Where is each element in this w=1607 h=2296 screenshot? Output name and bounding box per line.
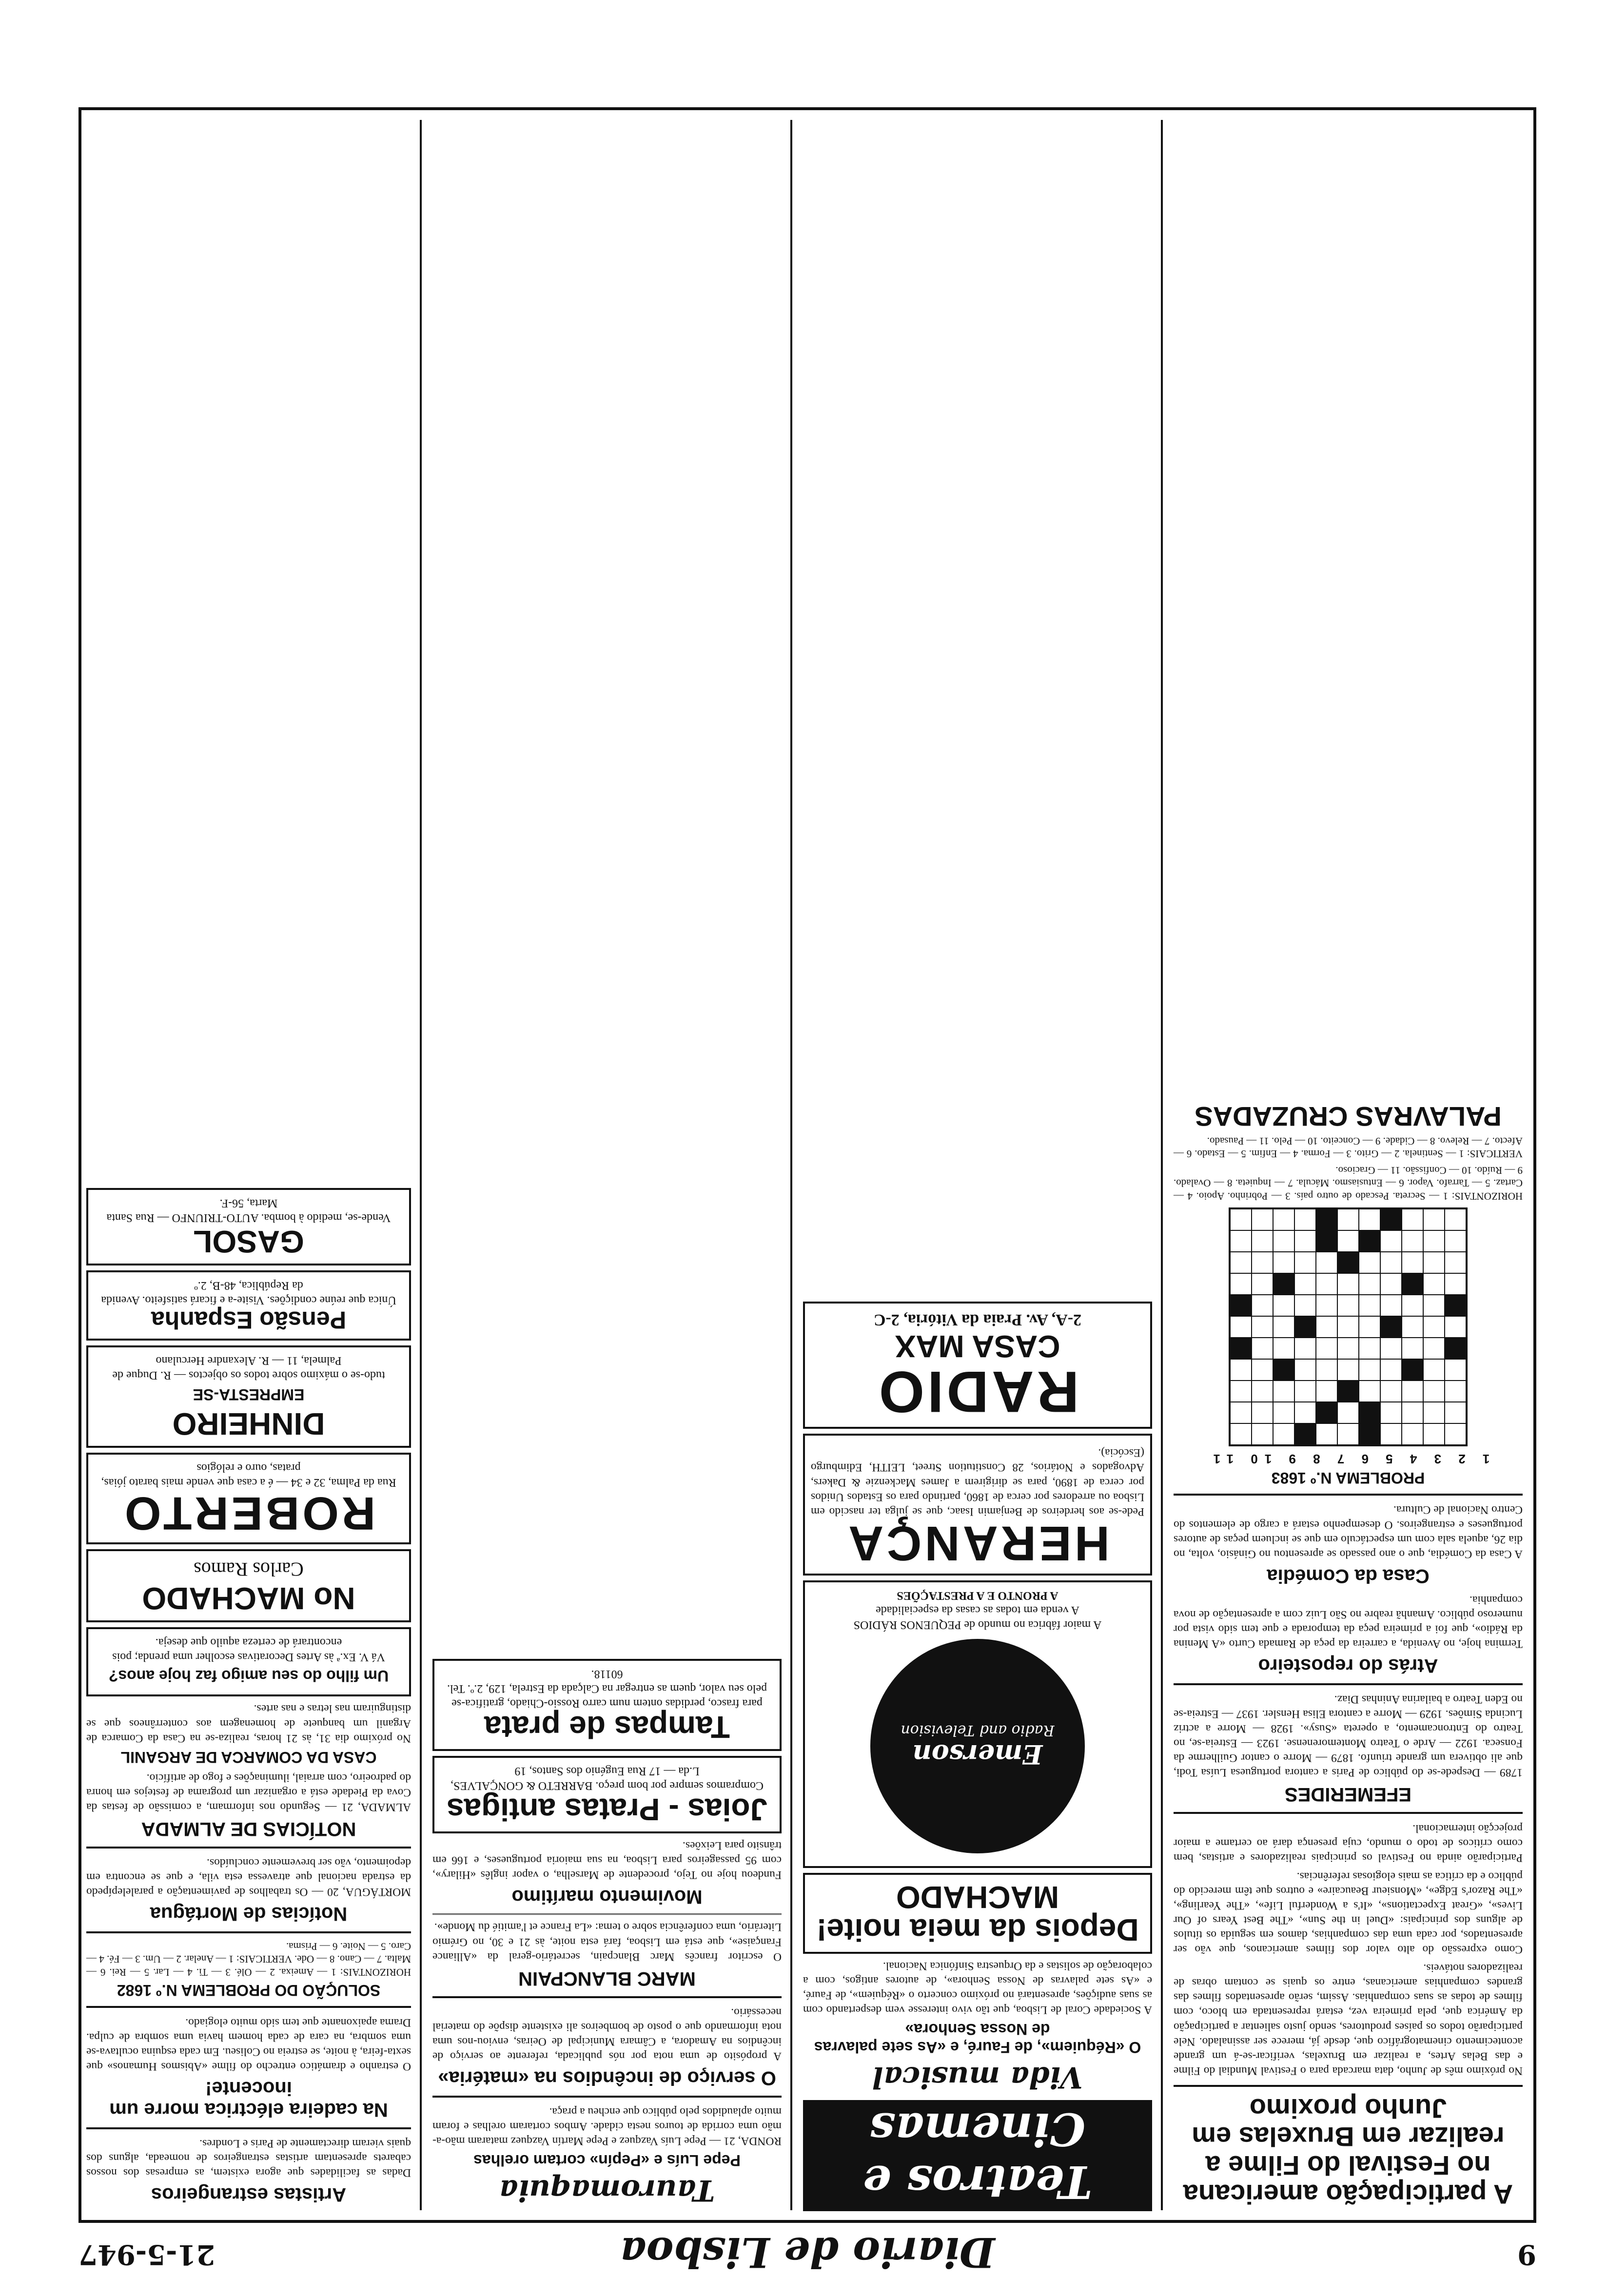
article-paragraph: Dadas as facilidades que agora existem, as empresas dos nossos cabarets apresentam artistas estrangeiros de nomeada, alguns dos quais vieram directamente de Paris e Londres. (86, 2137, 411, 2179)
ad-roberto (86, 1453, 411, 1544)
article-title-blancpain: MARC BLANCPAIN (518, 1967, 696, 1989)
crossword-cell (1337, 1295, 1359, 1316)
divider (86, 1931, 411, 1933)
ad-heranca (803, 1434, 1152, 1575)
article-title-incendios: O serviço de incêndios na «matéria» (438, 2067, 776, 2089)
crossword-cell (1337, 1252, 1359, 1273)
crossword-cell (1316, 1295, 1337, 1316)
ad-empresta: EMPRESTA-SE (193, 1386, 305, 1404)
ad-radio-address: 2-A, Av. Praia da Vitória, 2-C (873, 1311, 1082, 1329)
crossword-cell (1294, 1402, 1316, 1423)
divider (432, 1996, 782, 1998)
crossword-cell (1337, 1359, 1359, 1381)
crossword-cell (1273, 1402, 1294, 1423)
crossword-cell (1380, 1295, 1402, 1316)
article-paragraph: 1789 — Despede-se do público de Paris a cantora portuguesa Luísa Todi, que ali obtivera um grande triunfo. 1879 — Morre o cantor Guilherme da Fonseca. 1922 — Arde o Teatro Montemorenense. 1923 — Estreia-se, no Teatro do Entroncamento, a opereta «Susy». 1928 — Morre a actriz Lucinda Simões. 1929 — Morre a cantora Elisa Hensler. 1937 — Estreia-se no Eden Teatro a bailarina Aninhas Diaz. (1174, 1693, 1523, 1779)
emerson-logo-text: Emerson (912, 1739, 1043, 1771)
crossword-cell (1445, 1209, 1466, 1230)
crossword-cell (1359, 1209, 1380, 1230)
crossword-cell (1252, 1381, 1273, 1402)
crossword-cell (1273, 1338, 1294, 1359)
section-title-vida-musical: Vida musical (872, 2060, 1083, 2094)
divider (1174, 1683, 1523, 1685)
article-paragraph: O escritor francês Marc Blancpain, secretário-geral da «Alliance Française», que está em Lisboa, fará esta noite, às 21 e 30, no Grémio Literário, uma conferência sobre o tema: «La France et l'amitié du Monde». (432, 1921, 782, 1963)
crossword-cell (1337, 1209, 1359, 1230)
crossword-cell (1402, 1316, 1423, 1338)
crossword-solution-title: SOLUÇÃO DO PROBLEMA N.º 1682 (117, 1982, 381, 2000)
crossword-cell (1252, 1423, 1273, 1445)
article-paragraph: Como expressão do alto valor dos filmes americanos, que vão ser apresentados, por cada uma das companhias, damos em seguida os títulos de alguns dos principais: «Duel in the Sun», «The Best Years of Our Lives», «Great Expectations», «It's a Wonderful Life», «The Yearling», «The Razor's Edge», «Monsieur Beaucaire» e outros que têm merecido do público e da crítica as mais elogiosas referências. (1174, 1869, 1523, 1956)
crossword-cell (1380, 1359, 1402, 1381)
crossword-cell (1252, 1338, 1273, 1359)
crossword-cell (1445, 1359, 1466, 1381)
crossword-cell (1273, 1230, 1294, 1252)
ad-roberto-text: Rua da Palma, 32 e 34 — é a casa que vende mais barato jóias, pratas, ouro e relógios (101, 1461, 396, 1489)
crossword-cell (1402, 1252, 1423, 1273)
ad-dinheiro (86, 1345, 411, 1448)
divider (86, 2127, 411, 2129)
ad-ramos: Carlos Ramos (194, 1558, 304, 1581)
crossword-cell (1445, 1252, 1466, 1273)
masthead (78, 2228, 1536, 2277)
ad-filho-text: Vá V. Ex.ª às Artes Decorativas escolher uma prenda; pois encontrará de certeza aquilo que deseja. (112, 1635, 385, 1663)
ad-text: A venda em todas as casas da especialidade (876, 1603, 1079, 1616)
divider (1174, 1494, 1523, 1496)
crossword-cell (1380, 1423, 1402, 1445)
crossword-cell (1380, 1209, 1402, 1230)
crossword-cell (1337, 1381, 1359, 1402)
crossword-cell (1273, 1295, 1294, 1316)
ad-text: A PRONTO E A PRESTAÇÕES (897, 1589, 1058, 1602)
ad-gasol-text: Vende-se, medido à bomba. AUTO-TRIUNFO — Rua Santa Marta, 56-F. (106, 1196, 391, 1224)
crossword-cell (1445, 1381, 1466, 1402)
ad-joias-title: Joias - Pratas antigas (446, 1792, 768, 1828)
crossword-cell (1423, 1252, 1445, 1273)
ad-casamax-title: CASA MAX (895, 1329, 1060, 1364)
crossword-cell (1337, 1338, 1359, 1359)
ad-dinheiro-title: DINHEIRO (172, 1406, 325, 1442)
ad-heranca-text: Pede-se aos herdeiros de Benjamin Isaac, que se julga ter nascido em Lisboa ou arredores por cerca de 1860, partindo para os Estados Unidos por cerca de 1890, para se dirigirem a James Mackenzie & Dakers, Advogados e Notários, 28 Constitution Street, LEITH, Edimburgo (Escócia). (811, 1446, 1144, 1518)
article-title-maritimo: Movimento marítimo (511, 1886, 703, 1908)
crossword-cell (1252, 1230, 1273, 1252)
crossword-cell (1230, 1359, 1252, 1381)
article-paragraph: Fundeou hoje no Tejo, procedente de Marselha, o vapor inglês «Hilary», com 95 passageiros para Lisboa, na sua maioria portugueses, e 166 em trânsito para Leixões. (432, 1839, 782, 1882)
crossword-cell (1316, 1209, 1337, 1230)
ad-machado-title: No MACHADO (142, 1580, 355, 1616)
ad-pensao-text: Única que reúne condições. Visite-a e ficará satisfeito. Avenida da República, 48-B, 2.º (101, 1279, 396, 1306)
crossword-cell (1294, 1423, 1316, 1445)
crossword-cell (1337, 1423, 1359, 1445)
crossword-cell (1294, 1230, 1316, 1252)
section-title-reposteiro: Atrás do reposteiro (1258, 1655, 1438, 1677)
crossword-cell (1294, 1338, 1316, 1359)
ad-pensao-title: Pensão Espanha (151, 1306, 347, 1334)
crossword-cell (1402, 1295, 1423, 1316)
crossword-cell (1423, 1423, 1445, 1445)
crossword-cell (1252, 1295, 1273, 1316)
crossword-cell (1359, 1273, 1380, 1295)
crossword-cell (1359, 1230, 1380, 1252)
ad-dinheiro-text: tudo-se o máximo sobre todos os objectos — R. Duque de Palmela, 11 — R. Alexandre Herculano (112, 1354, 385, 1382)
crossword-cell (1359, 1381, 1380, 1402)
crossword-cell (1273, 1316, 1294, 1338)
ad-radio (803, 1302, 1152, 1429)
column-1 (1163, 110, 1533, 2220)
crossword-cell (1445, 1423, 1466, 1445)
crossword-cell (1316, 1273, 1337, 1295)
ad-machado-title: Depois da meia noite! MACHADO (816, 1879, 1139, 1948)
crossword-cell (1359, 1316, 1380, 1338)
crossword-cell (1273, 1359, 1294, 1381)
crossword-cell (1337, 1230, 1359, 1252)
crossword-cell (1273, 1252, 1294, 1273)
ad-emerson (803, 1580, 1152, 1868)
page-frame (78, 107, 1536, 2223)
crossword-cell (1380, 1381, 1402, 1402)
crossword-cell (1230, 1316, 1252, 1338)
crossword-cell (1402, 1273, 1423, 1295)
crossword-cell (1316, 1316, 1337, 1338)
crossword-cell (1359, 1295, 1380, 1316)
article-title-almada: NOTÍCIAS DE ALMADA (141, 1818, 356, 1840)
issue-date: 21-5-947 (78, 2238, 216, 2271)
article-paragraph: Participarão ainda no Festival os principais realizadores e artistas, bem como críticos de todo o mundo, cuja presença dará ao certame a maior projecção internacional. (1174, 1822, 1523, 1864)
ad-pensao (86, 1270, 411, 1341)
ad-tampas-text: para frasco, perdidas ontem num carro Rossio-Chiado, gratifica-se pelo seu valor, quem as entregar na Calçada da Estrela, 129, 2.º. Tel. 60118. (447, 1667, 767, 1710)
crossword-clues-vertical: VERTICAIS: 1 — Sentinela. 2 — Grito. 3 — Forma. 4 — Enfim. 5 — Estado. 6 — Afecto. 7 — Relevo. 8 — Cidade. 9 — Conceito. 10 — Pelo. 11 — Pausado. (1174, 1135, 1523, 1160)
crossword-cell (1273, 1209, 1294, 1230)
crossword-cell (1230, 1423, 1252, 1445)
crossword-grid (1229, 1207, 1468, 1446)
crossword-cell (1294, 1295, 1316, 1316)
article-title-pepe: Pepe Luís e «Pepín» cortam orelhas (473, 2152, 741, 2169)
ad-filho-title: Um filho do seu amigo faz hoje anos? (108, 1667, 389, 1685)
crossword-cell (1316, 1252, 1337, 1273)
newspaper-title: Diario de Lisboa (620, 2228, 995, 2277)
article-paragraph: No próximo dia 31, às 21 horas, realiza-se na Casa da Comarca de Arganil um banquete de homenagem aos conterrâneos que se distinguiram nas letras e nas artes. (86, 1702, 411, 1745)
ad-joias (432, 1756, 782, 1833)
crossword-cell (1402, 1359, 1423, 1381)
article-paragraph: O estranho e dramático entrecho do filme «Abismos Humanos» que sexta-feira, à noite, se estreia no Coliseu. Em cada esquina ocultava-se uma sombra, na cara de cada homem havia uma sombra de culpa. Drama apaixonante que tem sido muito elogiado. (86, 2016, 411, 2073)
ad-text: A maior fábrica no mundo de PEQUENOS RÁDIOS (853, 1618, 1102, 1631)
crossword-solution: HORIZONTAIS: 1 — Ameixa. 2 — Olé. 3 — Ti. 4 — Lar. 5 — Rei. 6 — Malta. 7 — Cano. 8 — Ode. VERTICAIS: 1 — Anelar. 2 — Um. 3 — Fé. 4 — Caro. 5 — Noite. 6 — Prisma. (86, 1941, 411, 1978)
section-title-comedia: Casa da Comédia (1267, 1565, 1430, 1587)
column-2 (792, 110, 1163, 2220)
crossword-cell (1359, 1402, 1380, 1423)
crossword-cell (1230, 1230, 1252, 1252)
ad-gasol-title: GASOL (193, 1224, 304, 1259)
column-3 (422, 110, 792, 2220)
crossword-cell (1316, 1381, 1337, 1402)
article-paragraph: ALMADA, 21 — Segundo nos informam, a comissão de festas da Cova da Piedade está a organizar um programa de festejos em honra do padroeiro, com arraial, iluminações e fogo de artifício. (86, 1771, 411, 1813)
emerson-logo-sub: Radio and Television (901, 1722, 1055, 1739)
crossword-cell (1230, 1338, 1252, 1359)
ad-joias-text: Compramos sempre por bom preço. BARRETO & GONÇALVES, L.da — 17 Rua Eugénio dos Santos, 19 (451, 1765, 764, 1792)
crossword-cell (1423, 1230, 1445, 1252)
crossword-cell (1423, 1381, 1445, 1402)
divider (86, 2006, 411, 2008)
crossword-cell (1230, 1252, 1252, 1273)
crossword-cell (1402, 1209, 1423, 1230)
crossword-clues-horizontal: HORIZONTAIS: 1 — Secreta. Pescado de outro país. 3 — Pobrinho. Apoio. 4 — Cartaz. 5 — Tarrafo. Vapor. 6 — Entusiasmo. Mácula. 7 — Inquieta. 8 — Ovalado. 9 — Ruído. 10 — Confissão. 11 — Gracioso. (1174, 1165, 1523, 1202)
crossword-cell (1230, 1209, 1252, 1230)
crossword-cell (1230, 1381, 1252, 1402)
crossword-cell (1402, 1230, 1423, 1252)
section-title-palavras-cruzadas: PALAVRAS CRUZADAS (1195, 1101, 1502, 1132)
crossword-cell (1445, 1273, 1466, 1295)
crossword-cell (1423, 1316, 1445, 1338)
article-title-estrangeiros: Artistas estrangeiros (151, 2184, 347, 2205)
crossword-cell (1337, 1402, 1359, 1423)
ad-machado (803, 1873, 1152, 1954)
ad-roberto-title: ROBERTO (121, 1487, 376, 1540)
crossword-cell (1402, 1338, 1423, 1359)
ad-filho (86, 1627, 411, 1697)
article-title-mortagua: Notícias de Mortágua (150, 1903, 348, 1925)
crossword-cell (1337, 1316, 1359, 1338)
crossword-cell (1359, 1359, 1380, 1381)
ad-heranca-title: HERANÇA (845, 1516, 1110, 1571)
crossword-cell (1230, 1295, 1252, 1316)
crossword-cell (1402, 1402, 1423, 1423)
article-title-arganil: CASA DA COMARCA DE ARGANIL (120, 1749, 377, 1767)
ad-gasol (86, 1188, 411, 1265)
ad-radio-title: RADIO (876, 1359, 1079, 1425)
article-paragraph: Termina hoje, no Avenida, a carreira da peça de Ramada Curto «A Menina da Rádio», que foi a primeira peça da temporada e que tem sido vista por numeroso público. Amanhã reabre no São Luiz com a apresentação de nova companhia. (1174, 1593, 1523, 1651)
crossword-cell (1423, 1402, 1445, 1423)
section-banner-teatros: Teatros e Cinemas (803, 2100, 1152, 2211)
crossword-cell (1294, 1252, 1316, 1273)
crossword-grid-numbers: 1 2 3 4 5 6 7 8 9 10 11 (1206, 1451, 1490, 1466)
article-paragraph: No próximo mês de Junho, data marcada para o Festival Mundial do Filme e das Belas Artes, a realizar em Bruxelas, verificar-se-á um grande acontecimento cinematográfico que, desde já, merece ser assinalado. Nele participarão todos os países produtores, sendo justo salientar a participação da América que, pela primeira vez, estará representada em bloco, com filmes de todas as suas companhias. Assim, serão apresentados filmes das grandes companhias americanas, entre os quais se contam obras de realizadores notáveis. (1174, 1962, 1523, 2077)
section-title-tauromaquia: Tauromaquia (499, 2173, 715, 2207)
article-paragraph: A Casa da Comédia, que o ano passado se apresentou no Ginásio, volta, no dia 26, aquela sala com um espectáculo em que se incluem peças de autores portugueses e estrangeiros. O desempenho estará a cargo de elementos do Centro Nacional de Cultura. (1174, 1503, 1523, 1560)
crossword-cell (1402, 1381, 1423, 1402)
crossword-cell (1294, 1381, 1316, 1402)
article-title-cadeira: Na cadeira eléctrica morre um inocente! (109, 2077, 388, 2121)
crossword-cell (1445, 1316, 1466, 1338)
section-title-efemerides: EFEMERIDES (1284, 1784, 1412, 1806)
crossword-cell (1359, 1338, 1380, 1359)
crossword-cell (1445, 1402, 1466, 1423)
crossword-cell (1294, 1316, 1316, 1338)
crossword-cell (1380, 1230, 1402, 1252)
article-paragraph: A propósito de uma nota por nós publicada, referente ao serviço de incêndios na Amadora, a Câmara Municipal de Oeiras, enviou-nos uma nota informando que o posto de bombeiros ali existente dispõe do material necessário. (432, 2005, 782, 2063)
crossword-cell (1316, 1402, 1337, 1423)
crossword-cell (1316, 1359, 1337, 1381)
crossword-cell (1423, 1295, 1445, 1316)
crossword-cell (1252, 1402, 1273, 1423)
crossword-cell (1252, 1316, 1273, 1338)
crossword-cell (1423, 1338, 1445, 1359)
crossword-cell (1252, 1252, 1273, 1273)
crossword-cell (1380, 1316, 1402, 1338)
crossword-cell (1445, 1295, 1466, 1316)
crossword-cell (1380, 1252, 1402, 1273)
crossword-problem-title: PROBLEMA N.º 1683 (1271, 1469, 1425, 1487)
crossword-cell (1230, 1402, 1252, 1423)
page-number: 9 (1517, 2238, 1536, 2271)
crossword-cell (1402, 1423, 1423, 1445)
crossword-cell (1445, 1338, 1466, 1359)
crossword-cell (1294, 1273, 1316, 1295)
crossword-cell (1445, 1230, 1466, 1252)
article-title-requiem: O «Réquiem», de Fauré, e «As sete palavras de Nossa Senhora» (814, 2021, 1141, 2056)
divider (86, 1847, 411, 1848)
crossword-cell (1294, 1209, 1316, 1230)
crossword-cell (1316, 1230, 1337, 1252)
ad-tampas (432, 1659, 782, 1751)
crossword-cell (1359, 1423, 1380, 1445)
crossword-cell (1273, 1381, 1294, 1402)
crossword-cell (1230, 1273, 1252, 1295)
column-4 (76, 110, 422, 2220)
crossword-cell (1252, 1273, 1273, 1295)
crossword-cell (1252, 1209, 1273, 1230)
divider (432, 2096, 782, 2098)
ad-machado-ramos (86, 1549, 411, 1622)
ad-tampas-title: Tampas de prata (484, 1710, 730, 1745)
crossword-cell (1359, 1252, 1380, 1273)
crossword-cell (1337, 1273, 1359, 1295)
article-paragraph: MORTÁGUA, 20 — Os trabalhos de pavimentação a paralelepípedo da estrada nacional que atravessa esta vila, e que se encontra em depoimento, vão ser brevemente concluídos. (86, 1856, 411, 1898)
divider (1174, 2085, 1523, 2087)
emerson-logo (870, 1639, 1085, 1853)
crossword-cell (1423, 1273, 1445, 1295)
crossword-cell (1423, 1359, 1445, 1381)
crossword-cell (1273, 1273, 1294, 1295)
divider (1174, 1812, 1523, 1814)
crossword-cell (1380, 1402, 1402, 1423)
crossword-cell (1380, 1338, 1402, 1359)
crossword-cell (1273, 1423, 1294, 1445)
crossword-cell (1316, 1338, 1337, 1359)
crossword-cell (1380, 1273, 1402, 1295)
article-title-festival: A participação americana no Festival do Filme a realizar em Bruxelas em Junho proximo (1183, 2093, 1513, 2210)
article-paragraph: RONDA, 21 — Pepe Luís Vazquez e Pepe Martín Vazquez mataram mão-a-mão uma corrida de touros nesta cidade. Ambos cortaram orelhas e foram muito aplaudidos pelo público que encheu a praça. (432, 2105, 782, 2148)
article-paragraph: A Sociedade Coral de Lisboa, que tão vivo interesse vem despertando com as suas audições, apresentará no próximo concerto o «Réquiem», de Fauré, e «As sete palavras de Nossa Senhora», de autores antigos, com a colaboração de solistas e da Orquestra Sinfónica Nacional. (803, 1960, 1152, 2017)
crossword-cell (1316, 1423, 1337, 1445)
divider (432, 1913, 782, 1915)
crossword-cell (1294, 1359, 1316, 1381)
crossword-cell (1252, 1359, 1273, 1381)
crossword-cell (1423, 1209, 1445, 1230)
